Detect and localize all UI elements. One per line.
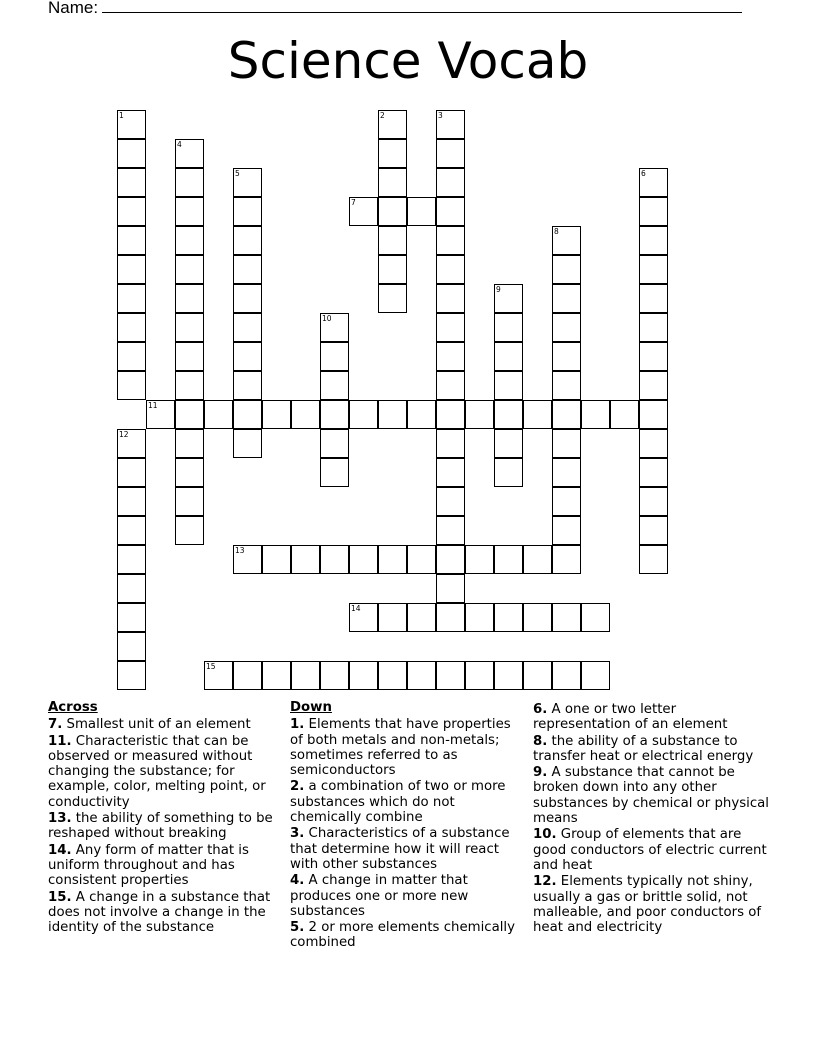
- grid-cell[interactable]: [117, 226, 146, 255]
- grid-cell[interactable]: [581, 661, 610, 690]
- grid-cell[interactable]: [233, 429, 262, 458]
- clue-item: [290, 779, 522, 825]
- grid-cell[interactable]: [117, 371, 146, 400]
- grid-cell[interactable]: [552, 400, 581, 429]
- clue-text: Elements that have properties of both metals and non-metals; sometimes referred to as semiconductors: [290, 717, 511, 779]
- grid-cell[interactable]: [494, 342, 523, 371]
- grid-cell[interactable]: [349, 197, 378, 226]
- clue-number: 11: [148, 401, 158, 410]
- grid-cell[interactable]: [407, 400, 436, 429]
- clue-text: the ability of something to be reshaped without breaking: [48, 811, 273, 842]
- grid-cell[interactable]: [465, 545, 494, 574]
- clue-number: 2: [380, 111, 385, 120]
- grid-cell[interactable]: [436, 139, 465, 168]
- grid-cell[interactable]: [436, 168, 465, 197]
- grid-cell[interactable]: [523, 545, 552, 574]
- clue-number-label: 2.: [290, 779, 305, 795]
- grid-cell[interactable]: [175, 487, 204, 516]
- clue-number-label: 14.: [48, 842, 72, 858]
- across-clues: [48, 700, 284, 936]
- grid-cell[interactable]: [639, 545, 668, 574]
- grid-cell[interactable]: [552, 516, 581, 545]
- grid-cell[interactable]: [436, 429, 465, 458]
- grid-cell[interactable]: [233, 661, 262, 690]
- clue-text: a combination of two or more substances which do not chemically combine: [290, 779, 506, 826]
- grid-cell[interactable]: [552, 371, 581, 400]
- grid-cell[interactable]: [494, 545, 523, 574]
- clue-number: 4: [177, 140, 182, 149]
- clue-number-label: 13.: [48, 811, 72, 827]
- grid-cell[interactable]: [552, 487, 581, 516]
- grid-cell[interactable]: [204, 400, 233, 429]
- grid-cell[interactable]: [175, 197, 204, 226]
- clue-number: 8: [554, 227, 559, 236]
- grid-cell[interactable]: [233, 400, 262, 429]
- grid-cell[interactable]: [175, 313, 204, 342]
- grid-cell[interactable]: [436, 255, 465, 284]
- grid-cell[interactable]: [117, 284, 146, 313]
- grid-cell[interactable]: [523, 603, 552, 632]
- grid-cell[interactable]: [639, 197, 668, 226]
- grid-cell[interactable]: [320, 458, 349, 487]
- grid-cell[interactable]: [233, 255, 262, 284]
- grid-cell[interactable]: [117, 313, 146, 342]
- grid-cell[interactable]: [320, 342, 349, 371]
- grid-cell[interactable]: [494, 400, 523, 429]
- clue-text: Smallest unit of an element: [62, 717, 251, 733]
- clue-item: [48, 811, 284, 842]
- grid-cell[interactable]: [117, 603, 146, 632]
- grid-cell[interactable]: [175, 342, 204, 371]
- grid-cell[interactable]: [639, 429, 668, 458]
- grid-cell[interactable]: [552, 255, 581, 284]
- clue-number-label: 8.: [533, 733, 548, 749]
- clue-item: [290, 873, 522, 919]
- grid-cell[interactable]: [320, 371, 349, 400]
- grid-cell[interactable]: [117, 661, 146, 690]
- grid-cell[interactable]: [117, 429, 146, 458]
- grid-cell[interactable]: [436, 574, 465, 603]
- clue-number: 1: [119, 111, 124, 120]
- clue-text: Any form of matter that is uniform throughout and has consistent properties: [48, 842, 249, 889]
- grid-cell[interactable]: [378, 284, 407, 313]
- grid-cell[interactable]: [552, 284, 581, 313]
- grid-cell[interactable]: [494, 313, 523, 342]
- grid-cell[interactable]: [639, 255, 668, 284]
- grid-cell[interactable]: [320, 313, 349, 342]
- grid-cell[interactable]: [436, 197, 465, 226]
- name-label: Name:: [48, 0, 99, 17]
- clue-number: 6: [641, 169, 646, 178]
- grid-cell[interactable]: [436, 661, 465, 690]
- down-clues: [290, 700, 522, 952]
- clue-number-label: 12.: [533, 874, 557, 890]
- grid-cell[interactable]: [494, 661, 523, 690]
- clue-text: A change in matter that produces one or more new substances: [290, 873, 469, 919]
- grid-cell[interactable]: [552, 603, 581, 632]
- grid-cell[interactable]: [117, 139, 146, 168]
- grid-cell[interactable]: [117, 197, 146, 226]
- grid-cell[interactable]: [117, 342, 146, 371]
- grid-cell[interactable]: [378, 661, 407, 690]
- grid-cell[interactable]: [552, 342, 581, 371]
- grid-cell[interactable]: [610, 400, 639, 429]
- grid-cell[interactable]: [378, 110, 407, 139]
- down-heading: Down: [290, 700, 332, 715]
- grid-cell[interactable]: [320, 661, 349, 690]
- grid-cell[interactable]: [117, 110, 146, 139]
- clue-number: 5: [235, 169, 240, 178]
- grid-cell[interactable]: [552, 458, 581, 487]
- clue-number-label: 9.: [533, 765, 548, 781]
- clue-item: [290, 826, 522, 872]
- clue-text: 2 or more elements chemically combined: [290, 920, 515, 951]
- clue-text: the ability of a substance to transfer heat or electrical energy: [533, 733, 754, 764]
- grid-cell[interactable]: [436, 226, 465, 255]
- grid-cell[interactable]: [552, 545, 581, 574]
- grid-cell[interactable]: [465, 400, 494, 429]
- clue-number: 7: [351, 198, 356, 207]
- grid-cell[interactable]: [349, 661, 378, 690]
- across-heading: Across: [48, 700, 98, 715]
- grid-cell[interactable]: [233, 284, 262, 313]
- clue-number-label: 4.: [290, 873, 305, 889]
- clue-text: A change in a substance that does not involve a change in the identity of the substance: [48, 889, 271, 936]
- grid-cell[interactable]: [523, 400, 552, 429]
- grid-cell[interactable]: [639, 371, 668, 400]
- grid-cell[interactable]: [175, 284, 204, 313]
- clue-number-label: 10.: [533, 827, 557, 843]
- clue-number: 13: [235, 546, 245, 555]
- grid-cell[interactable]: [436, 110, 465, 139]
- grid-cell[interactable]: [175, 255, 204, 284]
- grid-cell[interactable]: [407, 545, 436, 574]
- clue-text: Elements typically not shiny, usually a gas or brittle solid, not malleable, and poor conductors of heat and electricity: [533, 874, 762, 936]
- clue-item: [533, 765, 773, 826]
- clue-item: [48, 734, 284, 810]
- clue-item: [533, 874, 773, 935]
- grid-cell[interactable]: [175, 139, 204, 168]
- clue-number-label: 15.: [48, 889, 72, 905]
- grid-cell[interactable]: [175, 226, 204, 255]
- clue-number: 12: [119, 430, 129, 439]
- grid-cell[interactable]: [378, 197, 407, 226]
- grid-cell[interactable]: [436, 516, 465, 545]
- grid-cell[interactable]: [204, 661, 233, 690]
- grid-cell[interactable]: [320, 400, 349, 429]
- grid-cell[interactable]: [233, 342, 262, 371]
- grid-cell[interactable]: [494, 371, 523, 400]
- grid-cell[interactable]: [291, 400, 320, 429]
- clue-number: 9: [496, 285, 501, 294]
- grid-cell[interactable]: [436, 487, 465, 516]
- grid-cell[interactable]: [407, 603, 436, 632]
- grid-cell[interactable]: [639, 226, 668, 255]
- clue-item: [48, 890, 284, 936]
- grid-cell[interactable]: [175, 371, 204, 400]
- grid-cell[interactable]: [117, 545, 146, 574]
- grid-cell[interactable]: [117, 168, 146, 197]
- grid-cell[interactable]: [262, 545, 291, 574]
- grid-cell[interactable]: [117, 487, 146, 516]
- down-clues-continued: [533, 702, 773, 936]
- grid-cell[interactable]: [349, 603, 378, 632]
- grid-cell[interactable]: [407, 661, 436, 690]
- grid-cell[interactable]: [465, 603, 494, 632]
- grid-cell[interactable]: [552, 226, 581, 255]
- grid-cell[interactable]: [117, 255, 146, 284]
- clue-number: 10: [322, 314, 332, 323]
- grid-cell[interactable]: [378, 400, 407, 429]
- grid-cell[interactable]: [436, 603, 465, 632]
- clue-number: 15: [206, 662, 216, 671]
- grid-cell[interactable]: [465, 661, 494, 690]
- grid-cell[interactable]: [378, 545, 407, 574]
- clue-item: [290, 717, 522, 778]
- grid-cell[interactable]: [639, 487, 668, 516]
- grid-cell[interactable]: [581, 603, 610, 632]
- clue-item: [290, 920, 522, 951]
- grid-cell[interactable]: [378, 226, 407, 255]
- clue-text: A substance that cannot be broken down into any other substances by chemical or physical means: [533, 765, 769, 827]
- clue-number-label: 6.: [533, 702, 548, 717]
- clue-text: Characteristic that can be observed or measured without changing the substance; for example, color, melting point, or conductivity: [48, 733, 266, 810]
- clue-number: 3: [438, 111, 443, 120]
- grid-cell[interactable]: [349, 545, 378, 574]
- grid-cell[interactable]: [552, 661, 581, 690]
- grid-cell[interactable]: [175, 429, 204, 458]
- grid-cell[interactable]: [436, 458, 465, 487]
- clue-item: [533, 702, 773, 733]
- grid-cell[interactable]: [378, 168, 407, 197]
- clue-text: Characteristics of a substance that determine how it will react with other substances: [290, 826, 510, 872]
- grid-cell[interactable]: [639, 313, 668, 342]
- grid-cell[interactable]: [320, 545, 349, 574]
- grid-cell[interactable]: [175, 168, 204, 197]
- grid-cell[interactable]: [552, 429, 581, 458]
- grid-cell[interactable]: [233, 313, 262, 342]
- grid-cell[interactable]: [378, 255, 407, 284]
- grid-cell[interactable]: [639, 342, 668, 371]
- clue-number-label: 7.: [48, 717, 63, 733]
- grid-cell[interactable]: [407, 197, 436, 226]
- grid-cell[interactable]: [581, 400, 610, 429]
- grid-cell[interactable]: [523, 661, 552, 690]
- grid-cell[interactable]: [436, 284, 465, 313]
- grid-cell[interactable]: [639, 400, 668, 429]
- page-title: Science Vocab: [227, 32, 589, 90]
- grid-cell[interactable]: [175, 516, 204, 545]
- clue-number-label: 5.: [290, 920, 305, 936]
- grid-cell[interactable]: [233, 226, 262, 255]
- grid-cell[interactable]: [378, 139, 407, 168]
- grid-cell[interactable]: [117, 458, 146, 487]
- clue-number: 14: [351, 604, 361, 613]
- grid-cell[interactable]: [233, 168, 262, 197]
- clue-item: [48, 843, 284, 889]
- grid-cell[interactable]: [233, 545, 262, 574]
- grid-cell[interactable]: [494, 458, 523, 487]
- grid-cell[interactable]: [146, 400, 175, 429]
- grid-cell[interactable]: [175, 458, 204, 487]
- grid-cell[interactable]: [436, 342, 465, 371]
- grid-cell[interactable]: [262, 400, 291, 429]
- grid-cell[interactable]: [639, 516, 668, 545]
- grid-cell[interactable]: [639, 458, 668, 487]
- grid-cell[interactable]: [639, 284, 668, 313]
- grid-cell[interactable]: [436, 371, 465, 400]
- clue-item: [48, 717, 284, 732]
- clue-text: A one or two letter representation of an element: [533, 702, 728, 733]
- grid-cell[interactable]: [291, 661, 320, 690]
- grid-cell[interactable]: [117, 632, 146, 661]
- clue-number-label: 3.: [290, 826, 305, 842]
- grid-cell[interactable]: [291, 545, 320, 574]
- grid-cell[interactable]: [436, 400, 465, 429]
- grid-cell[interactable]: [494, 603, 523, 632]
- grid-cell[interactable]: [378, 603, 407, 632]
- clue-item: [533, 827, 773, 873]
- grid-cell[interactable]: [552, 313, 581, 342]
- grid-cell[interactable]: [639, 168, 668, 197]
- grid-cell[interactable]: [436, 313, 465, 342]
- grid-cell[interactable]: [175, 400, 204, 429]
- clue-number-label: 1.: [290, 717, 305, 733]
- clue-item: [533, 734, 773, 765]
- grid-cell[interactable]: [349, 400, 378, 429]
- grid-cell[interactable]: [117, 516, 146, 545]
- grid-cell[interactable]: [233, 371, 262, 400]
- clue-text: Group of elements that are good conductors of electric current and heat: [533, 827, 767, 873]
- grid-cell[interactable]: [494, 429, 523, 458]
- grid-cell[interactable]: [262, 661, 291, 690]
- grid-cell[interactable]: [494, 284, 523, 313]
- grid-cell[interactable]: [436, 545, 465, 574]
- grid-cell[interactable]: [117, 574, 146, 603]
- clue-number-label: 11.: [48, 733, 72, 749]
- grid-cell[interactable]: [233, 197, 262, 226]
- grid-cell[interactable]: [320, 429, 349, 458]
